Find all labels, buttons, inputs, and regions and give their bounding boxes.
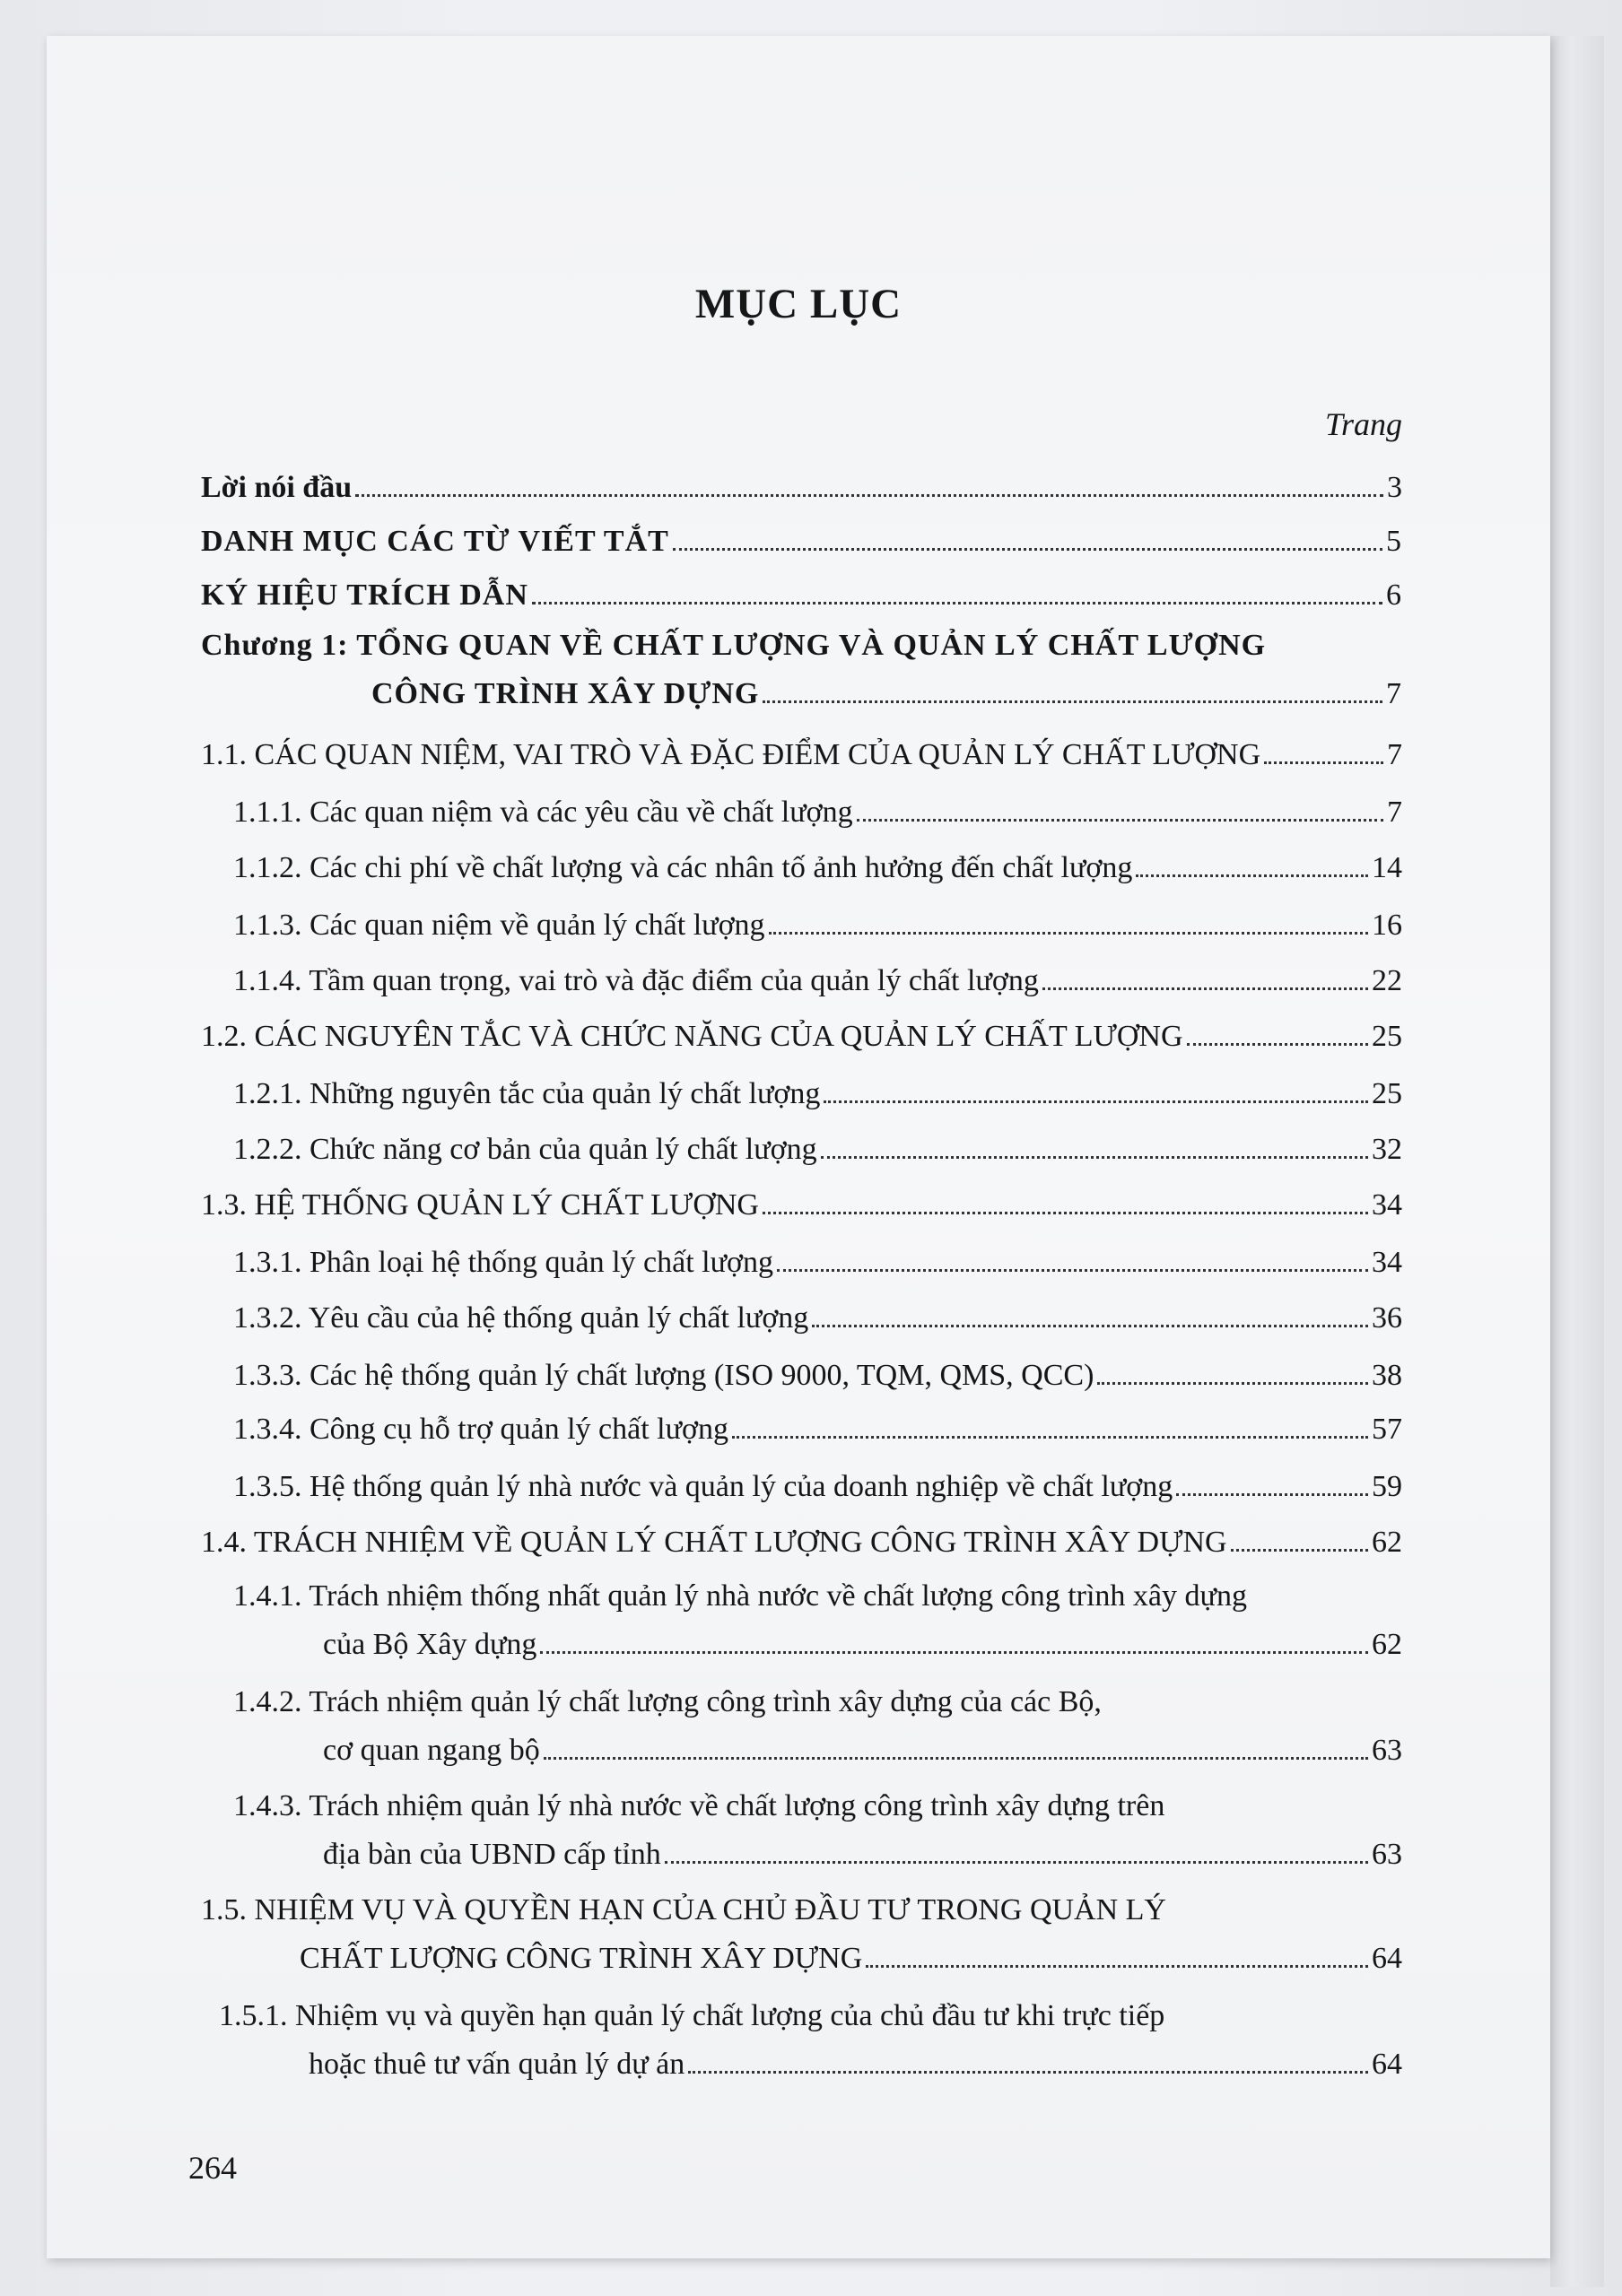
dot-leader bbox=[544, 1757, 1368, 1760]
dot-leader bbox=[1264, 761, 1383, 764]
toc-entry bbox=[201, 520, 1402, 563]
dot-leader bbox=[763, 700, 1382, 703]
toc-entry-page: 64 bbox=[1372, 2048, 1402, 2081]
page-edge bbox=[1550, 36, 1604, 2287]
toc-entry-text: 1.1.3. Các quan niệm về quản lý chất lượng bbox=[233, 909, 765, 942]
dot-leader bbox=[769, 932, 1368, 935]
dot-leader bbox=[532, 602, 1382, 604]
page-title: MỤC LỤC bbox=[694, 281, 903, 327]
toc-entry-page: 3 bbox=[1387, 471, 1402, 504]
dot-leader bbox=[777, 1269, 1368, 1272]
toc-entry-text-line1: 1.4.2. Trách nhiệm quản lý chất lượng công trình xây dựng của các Bộ, bbox=[233, 1685, 1102, 1718]
toc-entry bbox=[233, 1297, 1402, 1340]
toc-entry bbox=[233, 1241, 1402, 1284]
dot-leader bbox=[824, 1100, 1368, 1103]
toc-entry bbox=[233, 1073, 1402, 1116]
toc-entry-page: 36 bbox=[1372, 1301, 1402, 1335]
toc-entry-page: 25 bbox=[1372, 1020, 1402, 1053]
toc-entry-text: 1.3. HỆ THỐNG QUẢN LÝ CHẤT LƯỢNG bbox=[201, 1188, 759, 1222]
dot-leader bbox=[1187, 1043, 1368, 1046]
toc-entry bbox=[233, 847, 1402, 890]
toc-entry-text: 1.1.1. Các quan niệm và các yêu cầu về chất lượng bbox=[233, 796, 853, 829]
toc-entry bbox=[233, 791, 1402, 834]
toc-entry-text: 1.2.1. Những nguyên tắc của quản lý chất lượng bbox=[233, 1077, 821, 1110]
dot-leader bbox=[732, 1436, 1368, 1439]
dot-leader bbox=[763, 1212, 1368, 1214]
toc-entry-section bbox=[201, 1015, 1402, 1058]
toc-entry-page: 7 bbox=[1387, 738, 1402, 771]
toc-entry-page: 38 bbox=[1372, 1359, 1402, 1392]
dot-leader bbox=[1097, 1382, 1368, 1385]
dot-leader bbox=[688, 2071, 1368, 2074]
dot-leader bbox=[673, 548, 1382, 551]
dot-leader bbox=[1136, 874, 1368, 877]
toc-entry-section bbox=[201, 1184, 1402, 1227]
toc-entry-text: cơ quan ngang bộ bbox=[323, 1734, 540, 1767]
dot-leader bbox=[1176, 1493, 1368, 1496]
toc-entry-page: 34 bbox=[1372, 1188, 1402, 1222]
toc-entry-section bbox=[201, 1521, 1402, 1564]
toc-entry-text: Lời nói đầu bbox=[201, 471, 353, 504]
toc-entry-text-line1: Chương 1: TỔNG QUAN VỀ CHẤT LƯỢNG VÀ QUẢN LÝ CHẤT LƯỢNG bbox=[201, 629, 1267, 662]
toc-entry-text: 1.3.5. Hệ thống quản lý nhà nước và quản lý của doanh nghiệp về chất lượng bbox=[233, 1470, 1173, 1503]
toc-entry-page: 34 bbox=[1372, 1246, 1402, 1279]
toc-entry-page: 32 bbox=[1372, 1133, 1402, 1166]
toc-entry-text: 1.4. TRÁCH NHIỆM VỀ QUẢN LÝ CHẤT LƯỢNG CÔNG TRÌNH XÂY DỰNG bbox=[201, 1526, 1227, 1559]
toc-entry bbox=[233, 1128, 1402, 1171]
toc-entry-chapter bbox=[201, 624, 1402, 716]
dot-leader bbox=[812, 1325, 1368, 1327]
dot-leader bbox=[1231, 1549, 1368, 1552]
page-number: 264 bbox=[188, 2150, 237, 2186]
toc-entry-text: hoặc thuê tư vấn quản lý dự án bbox=[309, 2048, 685, 2081]
dot-leader bbox=[355, 494, 1383, 497]
toc-entry bbox=[233, 1408, 1402, 1451]
toc-entry-section bbox=[201, 734, 1402, 777]
toc-entry-text: của Bộ Xây dựng bbox=[323, 1628, 537, 1661]
toc-entry-text: DANH MỤC CÁC TỪ VIẾT TẮT bbox=[201, 525, 669, 558]
toc-entry-page: 64 bbox=[1372, 1942, 1402, 1975]
toc-entry-text: 1.3.4. Công cụ hỗ trợ quản lý chất lượng bbox=[233, 1413, 729, 1446]
toc-entry bbox=[233, 1681, 1402, 1772]
toc-entry-page: 16 bbox=[1372, 909, 1402, 942]
toc-entry bbox=[219, 1995, 1402, 2086]
dot-leader bbox=[665, 1861, 1368, 1864]
toc-entry-text: 1.1.2. Các chi phí về chất lượng và các nhân tố ảnh hưởng đến chất lượng bbox=[233, 851, 1133, 884]
dot-leader bbox=[1042, 987, 1368, 990]
toc-entry-page: 57 bbox=[1372, 1413, 1402, 1446]
dot-leader bbox=[540, 1651, 1368, 1654]
toc-entry-text: 1.2.2. Chức năng cơ bản của quản lý chất lượng bbox=[233, 1133, 817, 1166]
toc-entry bbox=[233, 1465, 1402, 1509]
toc-entry-page: 5 bbox=[1386, 525, 1402, 558]
toc-entry bbox=[201, 574, 1402, 617]
toc-entry-text: 1.3.3. Các hệ thống quản lý chất lượng (ISO 9000, TQM, QMS, QCC) bbox=[233, 1359, 1094, 1392]
toc-entry-section bbox=[201, 1889, 1402, 1980]
toc-entry-page: 59 bbox=[1372, 1470, 1402, 1503]
toc-entry bbox=[233, 960, 1402, 1003]
toc-entry-text: 1.1. CÁC QUAN NIỆM, VAI TRÒ VÀ ĐẶC ĐIỂM CỦA QUẢN LÝ CHẤT LƯỢNG bbox=[201, 738, 1261, 771]
toc-entry-page: 62 bbox=[1372, 1526, 1402, 1559]
toc-entry bbox=[233, 904, 1402, 947]
toc-entry-page: 22 bbox=[1372, 964, 1402, 997]
dot-leader bbox=[821, 1156, 1368, 1159]
dot-leader bbox=[866, 1965, 1368, 1968]
toc-entry bbox=[201, 466, 1402, 509]
toc-entry-page: 7 bbox=[1386, 677, 1402, 710]
toc-entry bbox=[233, 1354, 1402, 1397]
toc-entry-page: 63 bbox=[1372, 1838, 1402, 1871]
toc-entry-text: địa bàn của UBND cấp tỉnh bbox=[323, 1838, 661, 1871]
toc-entry bbox=[233, 1575, 1402, 1666]
toc-list bbox=[47, 36, 1550, 2258]
toc-entry bbox=[233, 1785, 1402, 1876]
toc-entry-page: 7 bbox=[1387, 796, 1402, 829]
toc-entry-text-line1: 1.4.1. Trách nhiệm thống nhất quản lý nhà nước về chất lượng công trình xây dựng bbox=[233, 1579, 1247, 1613]
toc-entry-text-line1: 1.5. NHIỆM VỤ VÀ QUYỀN HẠN CỦA CHỦ ĐẦU TƯ TRONG QUẢN LÝ bbox=[201, 1893, 1166, 1926]
toc-entry-page: 6 bbox=[1386, 578, 1402, 612]
book-page bbox=[47, 36, 1550, 2258]
page-column-label: Trang bbox=[1324, 406, 1402, 442]
toc-entry-page: 62 bbox=[1372, 1628, 1402, 1661]
toc-entry-text: 1.3.2. Yêu cầu của hệ thống quản lý chất lượng bbox=[233, 1301, 809, 1335]
toc-entry-page: 25 bbox=[1372, 1077, 1402, 1110]
toc-entry-text: CHẤT LƯỢNG CÔNG TRÌNH XÂY DỰNG bbox=[300, 1942, 863, 1975]
toc-entry-text: CÔNG TRÌNH XÂY DỰNG bbox=[371, 677, 760, 710]
toc-entry-text: 1.1.4. Tầm quan trọng, vai trò và đặc điểm của quản lý chất lượng bbox=[233, 964, 1039, 997]
toc-entry-text: 1.2. CÁC NGUYÊN TẮC VÀ CHỨC NĂNG CỦA QUẢN LÝ CHẤT LƯỢNG bbox=[201, 1020, 1183, 1053]
toc-entry-text: KÝ HIỆU TRÍCH DẪN bbox=[201, 578, 528, 612]
dot-leader bbox=[857, 819, 1383, 822]
toc-entry-page: 63 bbox=[1372, 1734, 1402, 1767]
toc-entry-text: 1.3.1. Phân loại hệ thống quản lý chất lượng bbox=[233, 1246, 774, 1279]
toc-entry-page: 14 bbox=[1372, 851, 1402, 884]
toc-entry-text-line1: 1.5.1. Nhiệm vụ và quyền hạn quản lý chất lượng của chủ đầu tư khi trực tiếp bbox=[219, 1999, 1165, 2032]
toc-entry-text-line1: 1.4.3. Trách nhiệm quản lý nhà nước về chất lượng công trình xây dựng trên bbox=[233, 1789, 1165, 1822]
